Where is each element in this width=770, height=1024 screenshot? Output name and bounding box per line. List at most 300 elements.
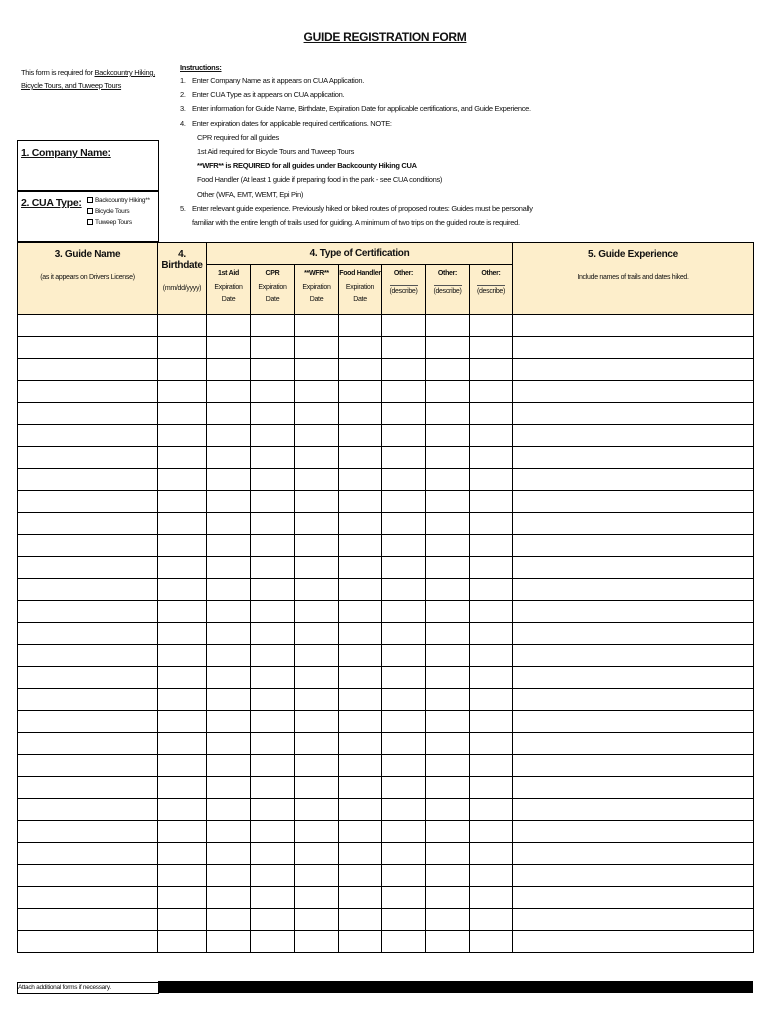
cell-other-2[interactable]: [426, 315, 470, 337]
cell-other-1[interactable]: [382, 513, 426, 535]
cell-food-handler-date[interactable]: [339, 777, 382, 799]
checkbox-icon[interactable]: [87, 208, 93, 214]
cell-birthdate[interactable]: [158, 799, 207, 821]
cell-food-handler-date[interactable]: [339, 359, 382, 381]
cell-food-handler-date[interactable]: [339, 491, 382, 513]
cell-first-aid-date[interactable]: [207, 403, 251, 425]
cell-birthdate[interactable]: [158, 689, 207, 711]
cell-food-handler-date[interactable]: [339, 645, 382, 667]
cell-guide-name[interactable]: [18, 381, 158, 403]
cell-wfr-date[interactable]: [295, 557, 339, 579]
cell-cpr-date[interactable]: [251, 601, 295, 623]
cell-guide-name[interactable]: [18, 579, 158, 601]
cell-first-aid-date[interactable]: [207, 513, 251, 535]
cell-food-handler-date[interactable]: [339, 799, 382, 821]
cell-other-1[interactable]: [382, 601, 426, 623]
cell-other-3[interactable]: [470, 403, 513, 425]
cell-guide-name[interactable]: [18, 843, 158, 865]
cell-cpr-date[interactable]: [251, 689, 295, 711]
cell-wfr-date[interactable]: [295, 645, 339, 667]
cell-cpr-date[interactable]: [251, 887, 295, 909]
cell-other-1[interactable]: [382, 777, 426, 799]
cell-wfr-date[interactable]: [295, 887, 339, 909]
cell-other-3[interactable]: [470, 645, 513, 667]
cell-guide-name[interactable]: [18, 689, 158, 711]
cell-other-1[interactable]: [382, 799, 426, 821]
cell-birthdate[interactable]: [158, 403, 207, 425]
cell-cpr-date[interactable]: [251, 821, 295, 843]
cell-food-handler-date[interactable]: [339, 315, 382, 337]
cell-other-1[interactable]: [382, 381, 426, 403]
cell-wfr-date[interactable]: [295, 491, 339, 513]
cell-cpr-date[interactable]: [251, 777, 295, 799]
cell-other-3[interactable]: [470, 865, 513, 887]
cell-experience[interactable]: [513, 359, 754, 381]
cell-other-3[interactable]: [470, 359, 513, 381]
cell-first-aid-date[interactable]: [207, 381, 251, 403]
cell-birthdate[interactable]: [158, 579, 207, 601]
cell-food-handler-date[interactable]: [339, 557, 382, 579]
cell-wfr-date[interactable]: [295, 733, 339, 755]
cell-first-aid-date[interactable]: [207, 909, 251, 931]
cell-other-2[interactable]: [426, 447, 470, 469]
cell-first-aid-date[interactable]: [207, 865, 251, 887]
cell-cpr-date[interactable]: [251, 711, 295, 733]
cell-birthdate[interactable]: [158, 821, 207, 843]
cell-wfr-date[interactable]: [295, 799, 339, 821]
cell-other-2[interactable]: [426, 425, 470, 447]
cell-other-3[interactable]: [470, 381, 513, 403]
cell-other-3[interactable]: [470, 755, 513, 777]
cell-birthdate[interactable]: [158, 711, 207, 733]
cell-cpr-date[interactable]: [251, 865, 295, 887]
cell-birthdate[interactable]: [158, 777, 207, 799]
cell-experience[interactable]: [513, 469, 754, 491]
cell-birthdate[interactable]: [158, 447, 207, 469]
cell-birthdate[interactable]: [158, 469, 207, 491]
cua-option-tuweep[interactable]: Tuweep Tours: [87, 217, 150, 228]
cell-guide-name[interactable]: [18, 601, 158, 623]
cell-experience[interactable]: [513, 491, 754, 513]
cell-wfr-date[interactable]: [295, 909, 339, 931]
cell-other-2[interactable]: [426, 733, 470, 755]
cell-other-3[interactable]: [470, 425, 513, 447]
cell-cpr-date[interactable]: [251, 843, 295, 865]
cell-other-3[interactable]: [470, 843, 513, 865]
cell-guide-name[interactable]: [18, 667, 158, 689]
cell-first-aid-date[interactable]: [207, 425, 251, 447]
cell-food-handler-date[interactable]: [339, 469, 382, 491]
cell-experience[interactable]: [513, 667, 754, 689]
cell-food-handler-date[interactable]: [339, 403, 382, 425]
checkbox-icon[interactable]: [87, 219, 93, 225]
cell-wfr-date[interactable]: [295, 447, 339, 469]
cell-other-1[interactable]: [382, 689, 426, 711]
cell-experience[interactable]: [513, 821, 754, 843]
cell-guide-name[interactable]: [18, 623, 158, 645]
cell-other-3[interactable]: [470, 689, 513, 711]
cell-other-2[interactable]: [426, 821, 470, 843]
cell-other-1[interactable]: [382, 447, 426, 469]
cell-food-handler-date[interactable]: [339, 755, 382, 777]
cell-other-1[interactable]: [382, 711, 426, 733]
cua-option-backcountry[interactable]: Backcountry Hiking**: [87, 195, 150, 206]
cell-food-handler-date[interactable]: [339, 381, 382, 403]
cell-experience[interactable]: [513, 645, 754, 667]
cell-experience[interactable]: [513, 535, 754, 557]
cell-birthdate[interactable]: [158, 843, 207, 865]
cell-first-aid-date[interactable]: [207, 821, 251, 843]
cell-first-aid-date[interactable]: [207, 623, 251, 645]
cell-cpr-date[interactable]: [251, 667, 295, 689]
cell-other-1[interactable]: [382, 931, 426, 953]
cell-experience[interactable]: [513, 843, 754, 865]
cell-wfr-date[interactable]: [295, 843, 339, 865]
cell-experience[interactable]: [513, 865, 754, 887]
cell-guide-name[interactable]: [18, 821, 158, 843]
cell-wfr-date[interactable]: [295, 403, 339, 425]
cell-food-handler-date[interactable]: [339, 733, 382, 755]
cell-cpr-date[interactable]: [251, 755, 295, 777]
cell-cpr-date[interactable]: [251, 623, 295, 645]
cell-birthdate[interactable]: [158, 359, 207, 381]
cell-other-1[interactable]: [382, 667, 426, 689]
cell-guide-name[interactable]: [18, 733, 158, 755]
cell-experience[interactable]: [513, 425, 754, 447]
cell-other-3[interactable]: [470, 711, 513, 733]
cell-other-2[interactable]: [426, 711, 470, 733]
cell-cpr-date[interactable]: [251, 469, 295, 491]
cell-other-2[interactable]: [426, 469, 470, 491]
cell-other-3[interactable]: [470, 667, 513, 689]
cell-first-aid-date[interactable]: [207, 689, 251, 711]
cell-experience[interactable]: [513, 799, 754, 821]
cell-birthdate[interactable]: [158, 557, 207, 579]
cell-wfr-date[interactable]: [295, 821, 339, 843]
cell-other-1[interactable]: [382, 315, 426, 337]
cell-other-1[interactable]: [382, 359, 426, 381]
cell-other-3[interactable]: [470, 513, 513, 535]
cell-experience[interactable]: [513, 689, 754, 711]
cell-first-aid-date[interactable]: [207, 799, 251, 821]
cell-first-aid-date[interactable]: [207, 711, 251, 733]
cell-first-aid-date[interactable]: [207, 315, 251, 337]
cell-food-handler-date[interactable]: [339, 579, 382, 601]
cell-birthdate[interactable]: [158, 601, 207, 623]
cell-wfr-date[interactable]: [295, 777, 339, 799]
cell-guide-name[interactable]: [18, 909, 158, 931]
cell-birthdate[interactable]: [158, 887, 207, 909]
cell-guide-name[interactable]: [18, 799, 158, 821]
cell-cpr-date[interactable]: [251, 491, 295, 513]
cell-experience[interactable]: [513, 777, 754, 799]
cell-guide-name[interactable]: [18, 755, 158, 777]
cell-first-aid-date[interactable]: [207, 337, 251, 359]
cell-guide-name[interactable]: [18, 931, 158, 953]
cell-guide-name[interactable]: [18, 513, 158, 535]
cell-guide-name[interactable]: [18, 315, 158, 337]
cell-wfr-date[interactable]: [295, 711, 339, 733]
cell-first-aid-date[interactable]: [207, 359, 251, 381]
cell-birthdate[interactable]: [158, 645, 207, 667]
cell-food-handler-date[interactable]: [339, 931, 382, 953]
cell-other-1[interactable]: [382, 645, 426, 667]
cell-cpr-date[interactable]: [251, 513, 295, 535]
cell-other-2[interactable]: [426, 755, 470, 777]
cell-food-handler-date[interactable]: [339, 425, 382, 447]
cell-other-2[interactable]: [426, 557, 470, 579]
cell-first-aid-date[interactable]: [207, 491, 251, 513]
cell-experience[interactable]: [513, 909, 754, 931]
cell-other-1[interactable]: [382, 557, 426, 579]
cell-other-2[interactable]: [426, 403, 470, 425]
cell-food-handler-date[interactable]: [339, 513, 382, 535]
cell-other-2[interactable]: [426, 689, 470, 711]
cell-experience[interactable]: [513, 623, 754, 645]
cell-food-handler-date[interactable]: [339, 909, 382, 931]
cell-birthdate[interactable]: [158, 315, 207, 337]
cell-birthdate[interactable]: [158, 337, 207, 359]
cell-guide-name[interactable]: [18, 777, 158, 799]
cell-wfr-date[interactable]: [295, 623, 339, 645]
cell-guide-name[interactable]: [18, 337, 158, 359]
cell-other-2[interactable]: [426, 843, 470, 865]
cell-birthdate[interactable]: [158, 667, 207, 689]
cell-birthdate[interactable]: [158, 909, 207, 931]
cell-other-2[interactable]: [426, 601, 470, 623]
cell-other-3[interactable]: [470, 337, 513, 359]
cell-other-3[interactable]: [470, 491, 513, 513]
cell-guide-name[interactable]: [18, 403, 158, 425]
cell-food-handler-date[interactable]: [339, 711, 382, 733]
cell-first-aid-date[interactable]: [207, 535, 251, 557]
cell-cpr-date[interactable]: [251, 425, 295, 447]
cell-first-aid-date[interactable]: [207, 557, 251, 579]
cell-other-1[interactable]: [382, 469, 426, 491]
cell-food-handler-date[interactable]: [339, 623, 382, 645]
cell-food-handler-date[interactable]: [339, 667, 382, 689]
cell-guide-name[interactable]: [18, 447, 158, 469]
cell-other-2[interactable]: [426, 513, 470, 535]
cell-other-2[interactable]: [426, 579, 470, 601]
cell-other-2[interactable]: [426, 645, 470, 667]
cell-experience[interactable]: [513, 403, 754, 425]
cell-other-3[interactable]: [470, 623, 513, 645]
other-blank-line[interactable]: [390, 285, 418, 286]
cell-other-2[interactable]: [426, 887, 470, 909]
cell-wfr-date[interactable]: [295, 425, 339, 447]
cell-guide-name[interactable]: [18, 491, 158, 513]
cell-experience[interactable]: [513, 733, 754, 755]
cell-food-handler-date[interactable]: [339, 601, 382, 623]
cell-first-aid-date[interactable]: [207, 777, 251, 799]
other-blank-line[interactable]: [477, 285, 505, 286]
cell-other-2[interactable]: [426, 777, 470, 799]
cell-other-3[interactable]: [470, 821, 513, 843]
cell-other-3[interactable]: [470, 601, 513, 623]
cell-food-handler-date[interactable]: [339, 689, 382, 711]
cell-other-2[interactable]: [426, 337, 470, 359]
cell-wfr-date[interactable]: [295, 931, 339, 953]
cell-other-2[interactable]: [426, 667, 470, 689]
cell-birthdate[interactable]: [158, 755, 207, 777]
cell-wfr-date[interactable]: [295, 381, 339, 403]
cell-food-handler-date[interactable]: [339, 535, 382, 557]
cell-other-1[interactable]: [382, 843, 426, 865]
cell-cpr-date[interactable]: [251, 447, 295, 469]
cell-birthdate[interactable]: [158, 535, 207, 557]
cell-other-1[interactable]: [382, 733, 426, 755]
cell-cpr-date[interactable]: [251, 315, 295, 337]
cell-cpr-date[interactable]: [251, 557, 295, 579]
cell-food-handler-date[interactable]: [339, 843, 382, 865]
cell-food-handler-date[interactable]: [339, 887, 382, 909]
cell-other-1[interactable]: [382, 425, 426, 447]
cell-other-3[interactable]: [470, 931, 513, 953]
cell-guide-name[interactable]: [18, 645, 158, 667]
cell-guide-name[interactable]: [18, 865, 158, 887]
cell-other-1[interactable]: [382, 535, 426, 557]
cell-food-handler-date[interactable]: [339, 337, 382, 359]
cell-other-1[interactable]: [382, 403, 426, 425]
cell-wfr-date[interactable]: [295, 469, 339, 491]
cell-experience[interactable]: [513, 601, 754, 623]
cell-birthdate[interactable]: [158, 381, 207, 403]
cell-other-3[interactable]: [470, 469, 513, 491]
cell-cpr-date[interactable]: [251, 931, 295, 953]
cell-guide-name[interactable]: [18, 535, 158, 557]
cell-experience[interactable]: [513, 887, 754, 909]
company-name-box[interactable]: [17, 140, 159, 192]
cell-other-1[interactable]: [382, 865, 426, 887]
cell-food-handler-date[interactable]: [339, 821, 382, 843]
cell-wfr-date[interactable]: [295, 513, 339, 535]
cell-birthdate[interactable]: [158, 931, 207, 953]
cell-experience[interactable]: [513, 931, 754, 953]
cell-other-3[interactable]: [470, 579, 513, 601]
cell-first-aid-date[interactable]: [207, 755, 251, 777]
cell-cpr-date[interactable]: [251, 799, 295, 821]
cell-other-2[interactable]: [426, 909, 470, 931]
cell-experience[interactable]: [513, 755, 754, 777]
cell-cpr-date[interactable]: [251, 645, 295, 667]
cell-other-1[interactable]: [382, 887, 426, 909]
cell-other-3[interactable]: [470, 535, 513, 557]
cell-experience[interactable]: [513, 381, 754, 403]
cell-other-2[interactable]: [426, 623, 470, 645]
cell-wfr-date[interactable]: [295, 755, 339, 777]
cell-first-aid-date[interactable]: [207, 469, 251, 491]
cell-wfr-date[interactable]: [295, 535, 339, 557]
cell-wfr-date[interactable]: [295, 667, 339, 689]
cell-other-1[interactable]: [382, 909, 426, 931]
cell-first-aid-date[interactable]: [207, 733, 251, 755]
cell-wfr-date[interactable]: [295, 337, 339, 359]
cell-birthdate[interactable]: [158, 425, 207, 447]
cell-cpr-date[interactable]: [251, 909, 295, 931]
cell-other-1[interactable]: [382, 821, 426, 843]
cell-other-1[interactable]: [382, 579, 426, 601]
cell-guide-name[interactable]: [18, 425, 158, 447]
cell-first-aid-date[interactable]: [207, 579, 251, 601]
cell-birthdate[interactable]: [158, 491, 207, 513]
cua-option-bicycle[interactable]: Bicycle Tours: [87, 206, 150, 217]
cell-wfr-date[interactable]: [295, 865, 339, 887]
cell-experience[interactable]: [513, 711, 754, 733]
cell-wfr-date[interactable]: [295, 359, 339, 381]
cell-other-3[interactable]: [470, 909, 513, 931]
cell-cpr-date[interactable]: [251, 579, 295, 601]
cell-wfr-date[interactable]: [295, 601, 339, 623]
cell-other-2[interactable]: [426, 799, 470, 821]
cell-wfr-date[interactable]: [295, 689, 339, 711]
cell-first-aid-date[interactable]: [207, 667, 251, 689]
cell-birthdate[interactable]: [158, 865, 207, 887]
cell-cpr-date[interactable]: [251, 733, 295, 755]
cell-guide-name[interactable]: [18, 887, 158, 909]
cell-food-handler-date[interactable]: [339, 865, 382, 887]
cell-birthdate[interactable]: [158, 733, 207, 755]
cell-other-2[interactable]: [426, 359, 470, 381]
cell-food-handler-date[interactable]: [339, 447, 382, 469]
cell-cpr-date[interactable]: [251, 403, 295, 425]
cell-cpr-date[interactable]: [251, 535, 295, 557]
cell-cpr-date[interactable]: [251, 381, 295, 403]
cell-other-3[interactable]: [470, 733, 513, 755]
cell-guide-name[interactable]: [18, 711, 158, 733]
cell-cpr-date[interactable]: [251, 359, 295, 381]
cell-experience[interactable]: [513, 513, 754, 535]
cell-first-aid-date[interactable]: [207, 931, 251, 953]
cell-experience[interactable]: [513, 337, 754, 359]
cell-birthdate[interactable]: [158, 623, 207, 645]
cell-other-1[interactable]: [382, 337, 426, 359]
cell-experience[interactable]: [513, 579, 754, 601]
cell-other-1[interactable]: [382, 755, 426, 777]
cell-other-2[interactable]: [426, 491, 470, 513]
cell-other-2[interactable]: [426, 931, 470, 953]
cell-guide-name[interactable]: [18, 557, 158, 579]
cell-wfr-date[interactable]: [295, 315, 339, 337]
cell-wfr-date[interactable]: [295, 579, 339, 601]
cell-other-3[interactable]: [470, 315, 513, 337]
cell-first-aid-date[interactable]: [207, 843, 251, 865]
cell-first-aid-date[interactable]: [207, 447, 251, 469]
cell-first-aid-date[interactable]: [207, 601, 251, 623]
cell-cpr-date[interactable]: [251, 337, 295, 359]
cell-other-2[interactable]: [426, 865, 470, 887]
other-blank-line[interactable]: [434, 285, 462, 286]
cell-guide-name[interactable]: [18, 469, 158, 491]
cell-other-2[interactable]: [426, 535, 470, 557]
cell-other-3[interactable]: [470, 447, 513, 469]
cell-other-3[interactable]: [470, 557, 513, 579]
cell-other-3[interactable]: [470, 799, 513, 821]
cell-experience[interactable]: [513, 315, 754, 337]
checkbox-icon[interactable]: [87, 197, 93, 203]
cell-other-3[interactable]: [470, 887, 513, 909]
cell-first-aid-date[interactable]: [207, 645, 251, 667]
cell-birthdate[interactable]: [158, 513, 207, 535]
cell-other-1[interactable]: [382, 623, 426, 645]
cell-experience[interactable]: [513, 447, 754, 469]
cell-other-3[interactable]: [470, 777, 513, 799]
cell-guide-name[interactable]: [18, 359, 158, 381]
cell-experience[interactable]: [513, 557, 754, 579]
cell-other-1[interactable]: [382, 491, 426, 513]
cell-first-aid-date[interactable]: [207, 887, 251, 909]
cell-other-2[interactable]: [426, 381, 470, 403]
